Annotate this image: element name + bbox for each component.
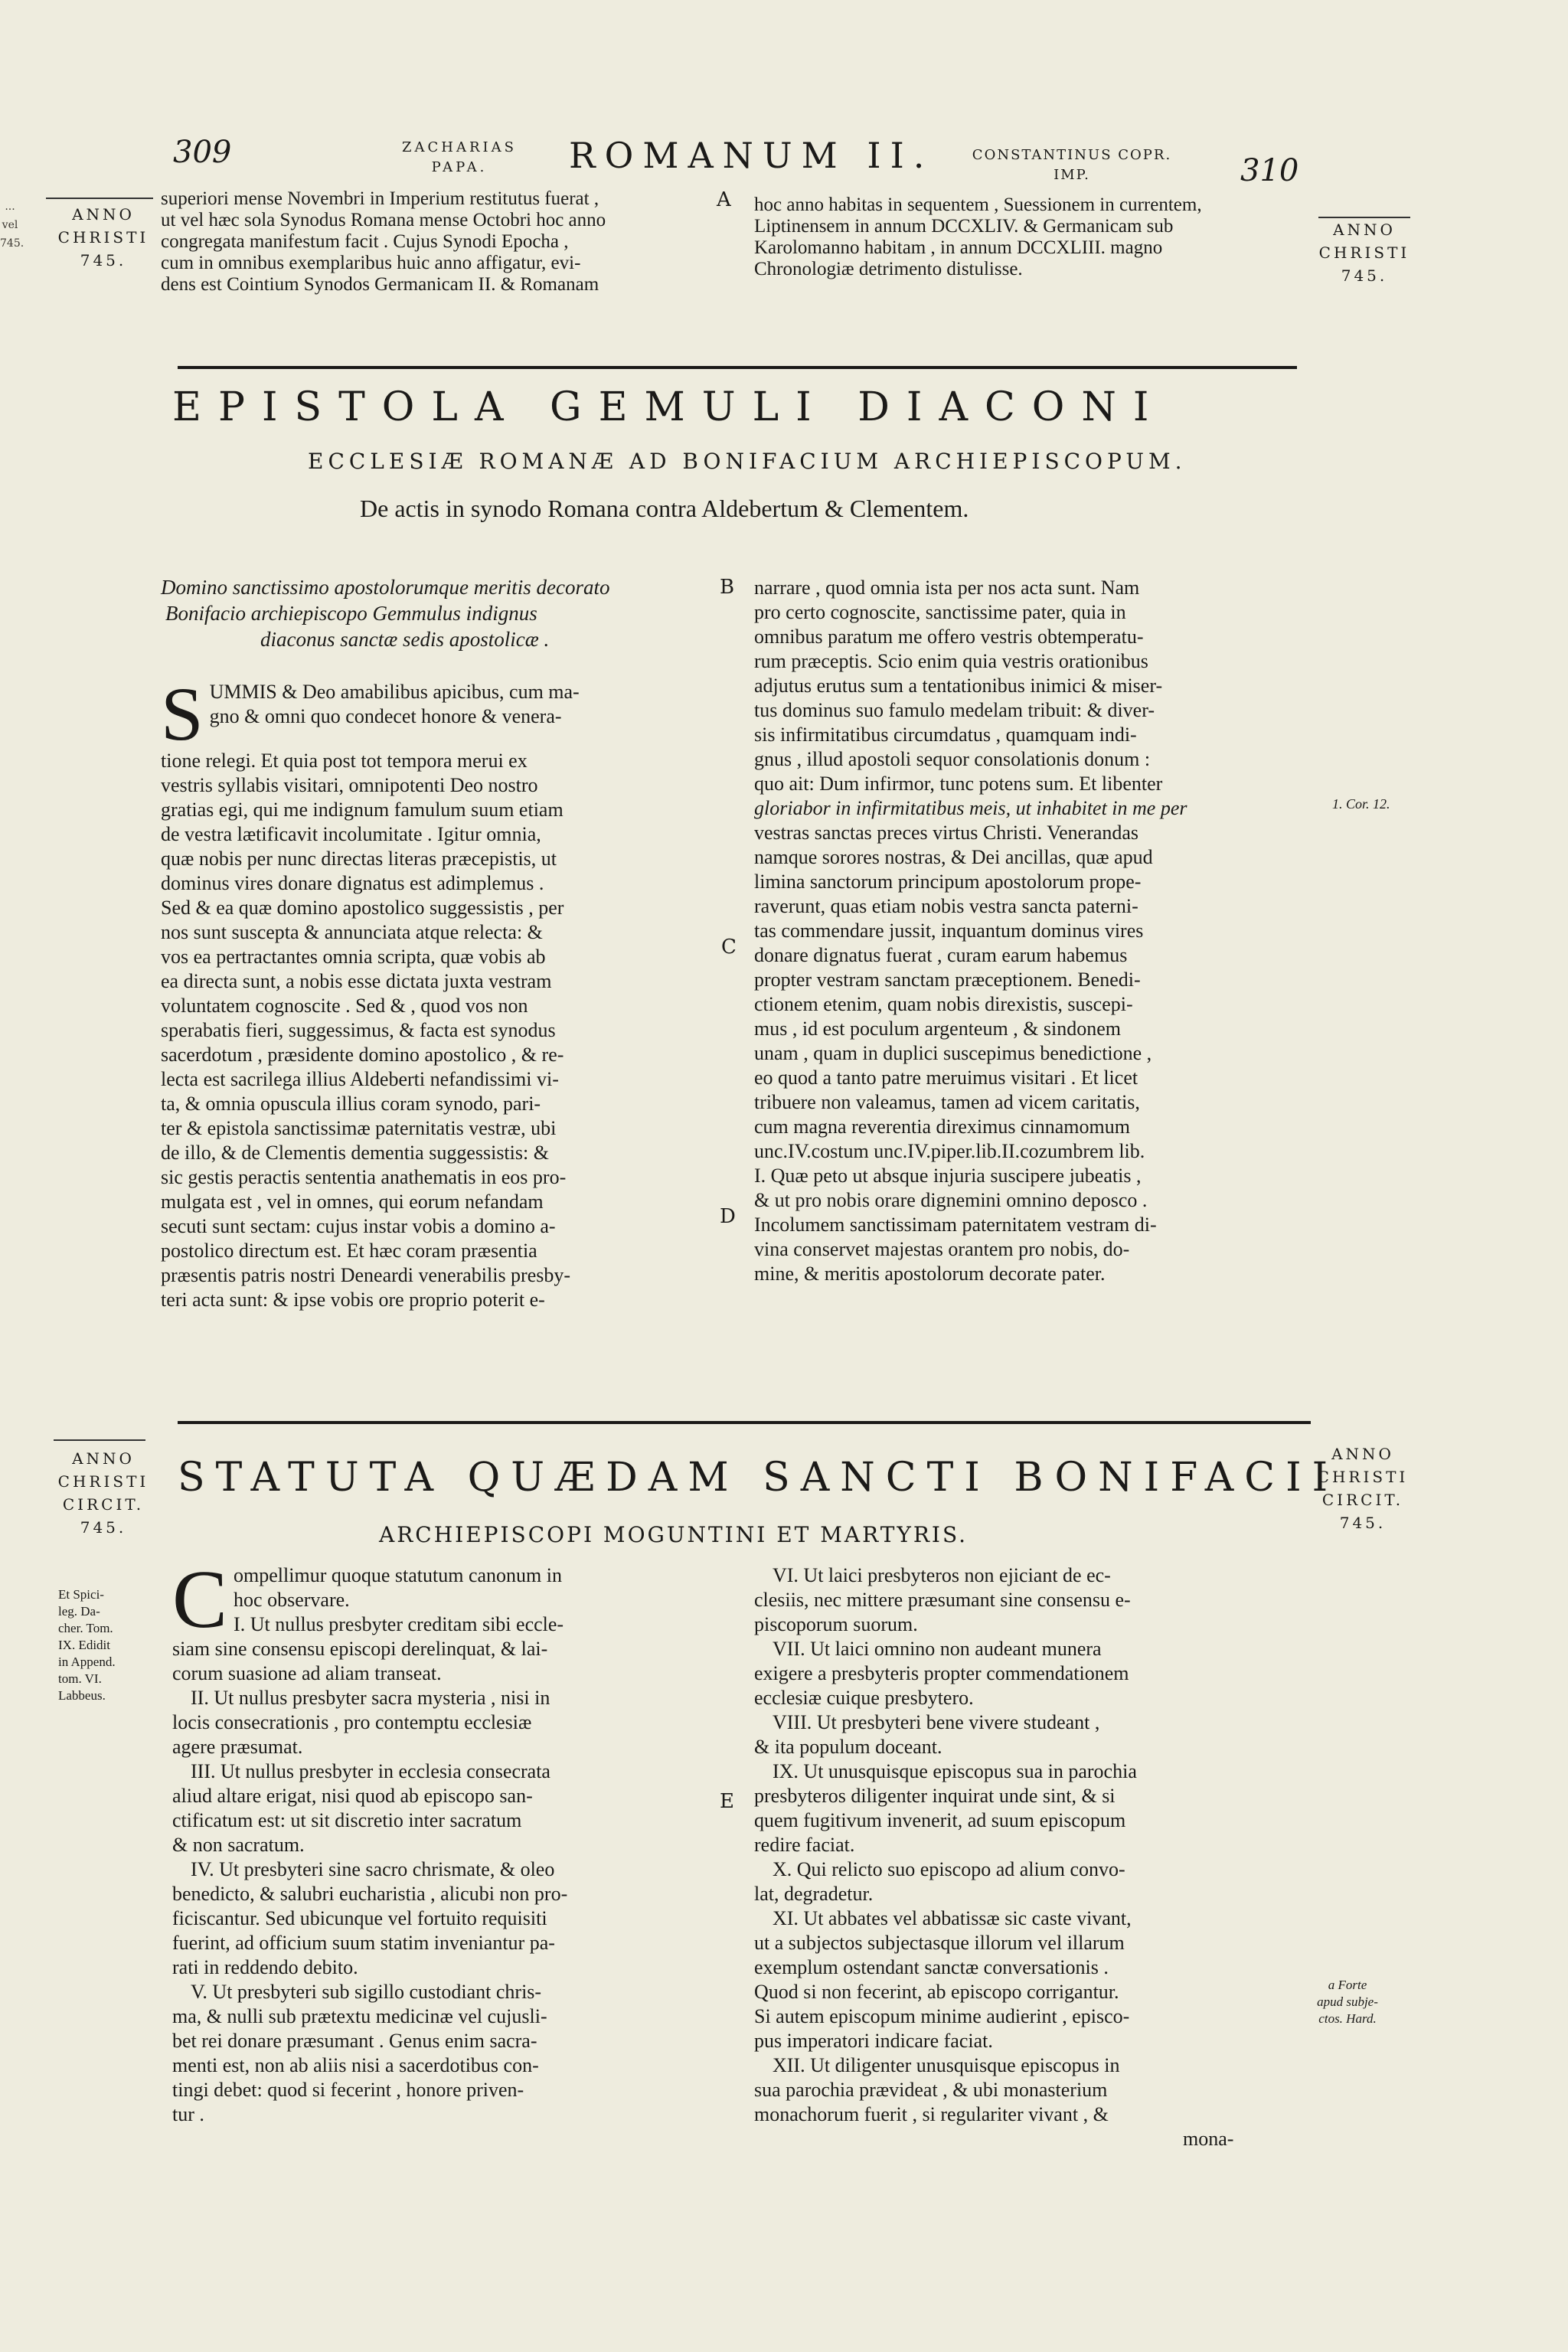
running-head-left-line: ZACHARIAS	[402, 139, 517, 155]
section-rule	[178, 366, 1297, 369]
text-line: quæ nobis per nunc directas literas præcepistis, ut	[161, 848, 557, 870]
text-line: & non sacratum.	[172, 1834, 305, 1856]
margin-year-line: 745.	[80, 251, 127, 270]
margin-year-left-top	[54, 203, 153, 272]
side-note-line: Labbeus.	[58, 1688, 106, 1703]
text-line: ter & epistola sanctissimæ paternitatis vestræ, ubi	[161, 1117, 557, 1139]
margin-year-right-top	[1311, 218, 1418, 287]
margin-year-line: ANNO	[1333, 220, 1396, 239]
text-line: rum præceptis. Scio enim quia vestris orationibus	[754, 650, 1148, 672]
text-line: præsentis patris nostri Deneardi venerabilis presby-	[161, 1264, 571, 1286]
margin-year-line: 745.	[1339, 1514, 1387, 1532]
text-line: pus imperatori indicare faciat.	[754, 2030, 993, 2052]
text-line: sacerdotum , præsidente domino apostolico , & re-	[161, 1044, 564, 1066]
edge-text: ...	[5, 201, 15, 213]
text-line: tribuere non valeamus, tamen ad vicem caritatis,	[754, 1091, 1140, 1113]
text-line: tingi debet: quod si fecerint , honore priven-	[172, 2079, 524, 2101]
text-line: presbyteros diligenter inquirat unde sint, & si	[754, 1785, 1116, 1807]
epistola-left-column	[161, 671, 720, 1312]
salutation-line: Domino sanctissimo apostolorumque meritis decorato	[161, 576, 610, 599]
text-line: rati in reddendo debito.	[172, 1956, 358, 1978]
drop-cap: S	[161, 671, 204, 756]
text-line: ctionem etenim, quam nobis direxistis, suscepi-	[754, 993, 1133, 1015]
margin-year-line: CHRISTI	[1318, 243, 1410, 262]
text-line: quo ait: Dum infirmor, tunc potens sum. Et libenter	[754, 773, 1163, 795]
scripture-reference: 1. Cor. 12.	[1332, 796, 1390, 812]
text-line: vestris syllabis visitari, omnipotenti Deo nostro	[161, 774, 538, 796]
adjacent-page-edge	[0, 198, 24, 253]
statuta-right-column	[754, 1563, 1305, 2151]
text-line: fuerint, ad officium suum statim inveniantur pa-	[172, 1932, 555, 1954]
text-line: sua parochia prævideat , & ubi monasterium	[754, 2079, 1108, 2101]
text-line: eo quod a tanto patre meruimus visitari . Et licet	[754, 1067, 1138, 1089]
epistola-subtitle-2: De actis in synodo Romana contra Aldebertum & Clementem.	[360, 495, 969, 522]
text-line: gnus , illud apostoli sequor consolationis donum :	[754, 748, 1151, 770]
text-line: Quod si non fecerint, ab episcopo corrigantur.	[754, 1981, 1119, 2003]
text-line: superiori mense Novembri in Imperium restitutus fuerat ,	[161, 188, 599, 209]
statute-item: XII. Ut diligenter unusquisque episcopus in	[773, 2054, 1120, 2076]
margin-year-line: CHRISTI	[57, 228, 149, 247]
statute-item: IX. Ut unusquisque episcopus sua in parochia	[773, 1760, 1137, 1782]
text-line: Incolumem sanctissimam paternitatem vestram di-	[754, 1214, 1157, 1236]
text-line: vos ea pertractantes omnia scripta, quæ vobis ab	[161, 946, 546, 968]
text-line: piscoporum suorum.	[754, 1613, 918, 1635]
edge-text: vel	[2, 219, 18, 231]
margin-year-line: ANNO	[1331, 1445, 1394, 1463]
statute-item: VIII. Ut presbyteri bene vivere studeant ,	[773, 1711, 1100, 1733]
text-line: Sed & ea quæ domino apostolico suggessistis , per	[161, 897, 564, 919]
text-line: ctificatum est: ut sit discretio inter sacratum	[172, 1809, 522, 1831]
section-rule	[178, 1421, 1311, 1424]
text-line: bet rei donare præsumant . Genus enim sacra-	[172, 2030, 537, 2052]
margin-year-line: 745.	[80, 1518, 127, 1537]
text-line: tus dominus suo famulo medelam tribuit: & diver-	[754, 699, 1155, 721]
text-line: tur .	[172, 2103, 204, 2125]
text-line: lat, degradetur.	[754, 1883, 874, 1905]
page-number-left: 309	[173, 135, 232, 170]
text-line: gloriabor in infirmitatibus meis, ut inhabitet in me per	[754, 797, 1187, 819]
text-line: tione relegi. Et quia post tot tempora merui ex	[161, 750, 528, 772]
text-line: dominus vires donare dignatus est adimplemus .	[161, 872, 544, 894]
margin-rule	[54, 1439, 145, 1441]
side-note-line: in Append.	[58, 1655, 116, 1669]
text-line: cum magna reverentia direximus cinnamomum	[754, 1116, 1130, 1138]
footnote	[1302, 1977, 1393, 2027]
text-line: ut vel hæc sola Synodus Romana mense Octobri hoc anno	[161, 210, 606, 230]
epistola-right-column	[754, 576, 1305, 1286]
statute-item: XI. Ut abbates vel abbatissæ sic caste vivant,	[773, 1907, 1132, 1929]
text-line: Liptinensem in annum DCCXLIV. & Germanicam sub	[754, 216, 1174, 237]
section-marker: E	[720, 1790, 734, 1813]
text-line: I. Quæ peto ut absque injuria suscipere jubeatis ,	[754, 1165, 1142, 1187]
text-line: pro certo cognoscite, sanctissime pater, quia in	[754, 601, 1126, 623]
statute-item: II. Ut nullus presbyter sacra mysteria , nisi in	[191, 1687, 550, 1709]
text-line: Si autem episcopum minime audierint , episco-	[754, 2005, 1130, 2027]
statute-item: I. Ut nullus presbyter creditam sibi eccle-	[234, 1613, 564, 1635]
text-line: & ut pro nobis orare dignemini omnino deposco .	[754, 1189, 1148, 1211]
text-line: omnibus paratum me offero vestris obtemperatu-	[754, 626, 1144, 648]
margin-year-line: CHRISTI	[1317, 1468, 1409, 1486]
text-line: sis infirmitatibus circumdatus , quamquam indi-	[754, 724, 1137, 746]
text-line: unc.IV.costum unc.IV.piper.lib.II.cozumbrem lib.	[754, 1140, 1145, 1162]
text-line: vina conservet majestas orantem pro nobis, do-	[754, 1238, 1130, 1260]
catchword: mona-	[1183, 2128, 1234, 2150]
text-line: monachorum fuerit , si regulariter vivant , &	[754, 2103, 1109, 2125]
text-line: ea directa sunt, a nobis esse dictata juxta vestram	[161, 970, 552, 992]
salutation-line: Bonifacio archiepiscopo Gemmulus indignus	[165, 602, 537, 625]
margin-year-line: 745.	[1341, 266, 1388, 285]
text-line: agere præsumat.	[172, 1736, 303, 1758]
epistola-subtitle: ECCLESIÆ ROMANÆ AD BONIFACIUM ARCHIEPISCOPUM.	[308, 449, 1187, 474]
text-line: unam , quam in duplici suscepimus benedictione ,	[754, 1042, 1152, 1064]
text-line: ficiscantur. Sed ubicunque vel fortuito requisiti	[172, 1907, 547, 1929]
text-line: raverunt, quas etiam nobis vestra sancta paterni-	[754, 895, 1138, 917]
text-line: ta, & omnia opuscula illius coram synodo, pari-	[161, 1093, 541, 1115]
text-line: sperabatis fieri, suggessimus, & facta est synodus	[161, 1019, 556, 1041]
running-head-title: ROMANUM II.	[569, 135, 934, 176]
text-line: sic gestis peractis sententia anathematis in eos pro-	[161, 1166, 567, 1188]
section-marker: B	[720, 576, 735, 599]
text-line: ecclesiæ cuique presbytero.	[754, 1687, 974, 1709]
statute-item: X. Qui relicto suo episcopo ad alium convo-	[773, 1858, 1125, 1880]
text-line: propter vestram sanctam præceptionem. Benedi-	[754, 969, 1141, 991]
statute-item: IV. Ut presbyteri sine sacro chrismate, & oleo	[191, 1858, 555, 1880]
margin-year-line: ANNO	[72, 1449, 135, 1468]
side-note-line: Et Spici-	[58, 1587, 104, 1602]
text-line: postolico directum est. Et hæc coram præsentia	[161, 1240, 537, 1262]
section-marker: C	[721, 936, 737, 959]
section-marker: A	[717, 188, 731, 211]
running-head-right-line: IMP.	[1054, 167, 1090, 183]
statute-item: V. Ut presbyteri sub sigillo custodiant chris-	[191, 1981, 542, 2003]
text-line: benedicto, & salubri eucharistia , alicubi non pro-	[172, 1883, 568, 1905]
margin-year-left-bottom	[50, 1447, 157, 1539]
margin-year-line: CIRCIT.	[1321, 1491, 1404, 1509]
side-note-line: IX. Edidit	[58, 1638, 110, 1652]
running-head-right-line: CONSTANTINUS COPR.	[972, 147, 1172, 163]
text-line: cum in omnibus exemplaribus huic anno affigatur, evi-	[161, 253, 581, 273]
text-line: teri acta sunt: & ipse vobis ore proprio poterit e-	[161, 1289, 545, 1311]
text-line: siam sine consensu episcopi derelinquat, & lai-	[172, 1638, 548, 1660]
margin-year-line: CIRCIT.	[62, 1495, 145, 1514]
text-line: namque sorores nostras, & Dei ancillas, quæ apud	[754, 846, 1153, 868]
salutation	[161, 574, 712, 652]
drop-cap: C	[172, 1554, 228, 1645]
text-line: adjutus erutus sum a tentationibus inimici & miser-	[754, 675, 1163, 697]
text-line: exigere a presbyteris propter commendationem	[754, 1662, 1129, 1684]
text-line: mus , id est poculum argenteum , & sindonem	[754, 1018, 1122, 1040]
text-line: donare dignatus fuerat , curam earum habemus	[754, 944, 1128, 966]
side-note-line: cher. Tom.	[58, 1621, 113, 1635]
text-line: quem fugitivum invenerit, ad suum episcopum	[754, 1809, 1126, 1831]
running-head-left-line: PAPA.	[431, 159, 488, 175]
text-line: limina sanctorum principum apostolorum prope-	[754, 871, 1142, 893]
page-number-right: 310	[1240, 153, 1299, 188]
text-line: hoc anno habitas in sequentem , Suessionem in currentem,	[754, 194, 1202, 215]
section-marker: D	[720, 1205, 736, 1228]
top-text-right	[754, 194, 1305, 280]
side-note-line: tom. VI.	[58, 1671, 102, 1686]
text-line: gno & omni quo condecet honore & venera-	[209, 705, 562, 727]
epistola-title: EPISTOLA GEMULI DIACONI	[172, 384, 1166, 430]
text-line: & ita populum doceant.	[754, 1736, 942, 1758]
text-line: congregata manifestum facit . Cujus Synodi Epocha ,	[161, 231, 569, 252]
text-line: de vestra lætificavit incolumitate . Igitur omnia,	[161, 823, 541, 845]
text-line: redire faciat.	[754, 1834, 855, 1856]
text-line: ut a subjectos subjectasque illorum vel illarum	[754, 1932, 1125, 1954]
text-line: corum suasione ad aliam transeat.	[172, 1662, 442, 1684]
text-line: voluntatem cognoscite . Sed & , quod vos non	[161, 995, 528, 1017]
margin-year-line: CHRISTI	[57, 1472, 149, 1491]
text-line: menti est, non ab aliis nisi a sacerdotibus con-	[172, 2054, 539, 2076]
running-head-right	[942, 145, 1202, 185]
text-line: clesiis, nec mittere præsumant sine consensu e-	[754, 1589, 1131, 1611]
salutation-line: diaconus sanctæ sedis apostolicæ .	[260, 628, 550, 651]
margin-rule	[46, 198, 153, 199]
statute-item: VI. Ut laici presbyteros non ejiciant de ec-	[773, 1564, 1111, 1586]
footnote-line: ctos. Hard.	[1318, 2011, 1377, 2026]
top-text-left	[161, 188, 712, 296]
text-line: exemplum ostendant sanctæ conversationis .	[754, 1956, 1109, 1978]
text-line: mine, & meritis apostolorum decorate pater.	[754, 1263, 1106, 1285]
text-line: dens est Cointium Synodos Germanicam II. & Romanam	[161, 274, 599, 295]
running-head-left	[383, 138, 536, 178]
text-line: ompellimur quoque statutum canonum in	[234, 1564, 562, 1586]
text-line: secuti sunt sectam: cujus instar vobis a domino a-	[161, 1215, 556, 1237]
margin-year-line: ANNO	[72, 205, 135, 224]
footnote-line: apud subje-	[1317, 1994, 1378, 2009]
text-line: tas commendare jussit, inquantum dominus vires	[754, 920, 1144, 942]
text-line: vestras sanctas preces virtus Christi. Venerandas	[754, 822, 1139, 844]
text-line: locis consecrationis , pro contemptu ecclesiæ	[172, 1711, 532, 1733]
text-line: lecta est sacrilega illius Aldeberti nefandissimi vi-	[161, 1068, 559, 1090]
text-line: Chronologiæ detrimento distulisse.	[754, 259, 1023, 279]
margin-rule	[1318, 217, 1410, 218]
text-line: nos sunt suscepta & annunciata atque relecta: &	[161, 921, 543, 943]
text-line: hoc observare.	[234, 1589, 350, 1611]
side-note-line: leg. Da-	[58, 1604, 100, 1619]
statute-item: VII. Ut laici omnino non audeant munera	[773, 1638, 1102, 1660]
text-line: gratias egi, qui me indignum famulum suum etiam	[161, 799, 564, 821]
text-line: ma, & nulli sub prætextu medicinæ vel cujusli-	[172, 2005, 547, 2027]
text-line: Karolomanno habitam , in annum DCCXLIII. magno	[754, 237, 1163, 258]
source-side-note	[58, 1586, 150, 1704]
statute-item: III. Ut nullus presbyter in ecclesia consecrata	[191, 1760, 550, 1782]
text-line: de illo, & de Clementis dementia suggessistis: &	[161, 1142, 549, 1164]
text-line: mulgata est , vel in omnes, qui eorum nefandam	[161, 1191, 544, 1213]
text-line: UMMIS & Deo amabilibus apicibus, cum ma-	[209, 681, 580, 703]
statuta-subtitle: ARCHIEPISCOPI MOGUNTINI ET MARTYRIS.	[379, 1522, 969, 1547]
text-line: aliud altare erigat, nisi quod ab episcopo san-	[172, 1785, 533, 1807]
text-line: narrare , quod omnia ista per nos acta sunt. Nam	[754, 577, 1140, 599]
footnote-line: a Forte	[1328, 1978, 1367, 1992]
edge-text: 745.	[0, 237, 24, 250]
statuta-title: STATUTA QUÆDAM SANCTI BONIFACII	[178, 1455, 1339, 1501]
statuta-left-column	[172, 1554, 724, 2127]
